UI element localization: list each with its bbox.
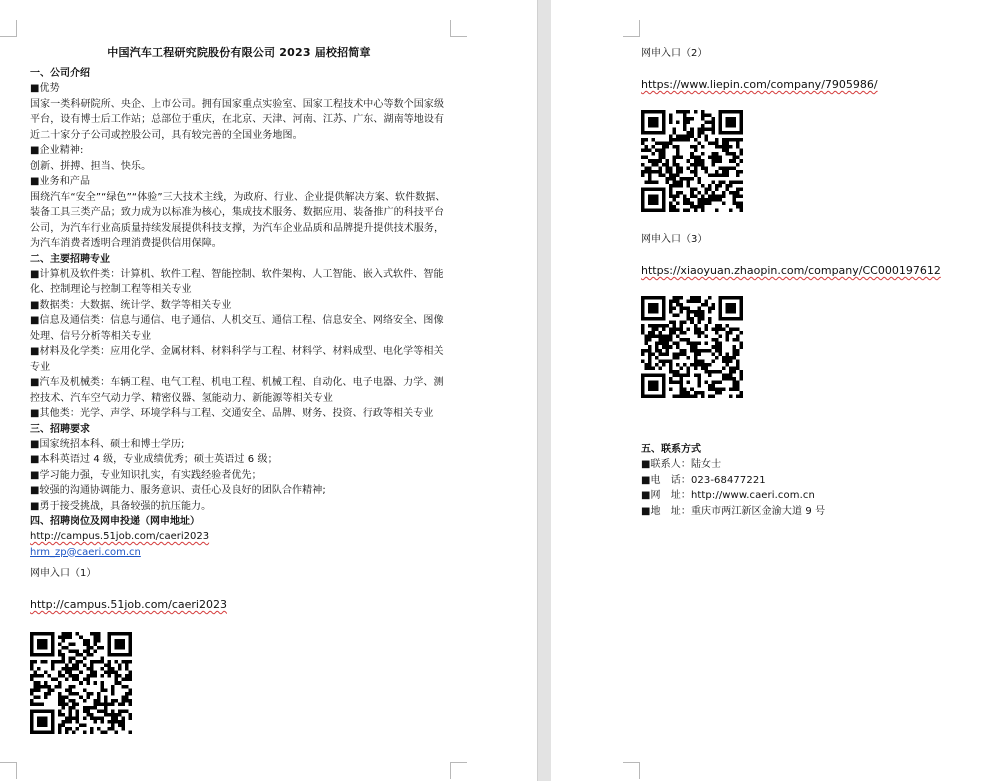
document-page-2: [551, 0, 986, 781]
major-item: ■材料及化学类：应用化学、金属材料、材料科学与工程、材料学、材料成型、电化学等相关专业: [30, 346, 444, 373]
crop-mark: [623, 20, 640, 37]
qr-code-graphic: [641, 296, 743, 398]
qr-code-icon: [641, 296, 743, 398]
major-item: ■计算机及软件类：计算机、软件工程、智能控制、软件架构、人工智能、嵌入式软件、智能化、控制理论与控制工程等相关专业: [30, 268, 444, 295]
advantage-label: ■优势: [30, 83, 60, 94]
page-2-body: [641, 46, 961, 519]
entry-2-url-text[interactable]: https://www.liepin.com/company/7905986/: [641, 78, 878, 91]
qr-code-graphic: [641, 110, 743, 212]
major-item: ■数据类：大数据、统计学、数学等相关专业: [30, 299, 232, 311]
page-gutter: [537, 0, 551, 781]
section-heading-intro: 一、公司介绍: [30, 68, 90, 79]
crop-mark: [450, 20, 467, 37]
contact-person: ■联系人：陆女士: [641, 459, 722, 470]
spirit-text: 创新、拼搏、担当、快乐。: [30, 160, 152, 172]
requirement-item: ■勇于接受挑战，具备较强的抗压能力。: [30, 500, 212, 512]
email-link[interactable]: hrm_zp@caeri.com.cn: [30, 546, 141, 558]
contact-website[interactable]: ■网 址：http://www.caeri.com.cn: [641, 490, 815, 501]
major-item: ■汽车及机械类：车辆工程、电气工程、机电工程、机械工程、自动化、电子电器、力学、测控技术、汽车空气动力学、精密仪器、氢能动力、新能源等相关专业: [30, 377, 444, 404]
section-heading-requirements: 三、招聘要求: [30, 423, 90, 435]
advantage-text: 国家一类科研院所、央企、上市公司。拥有国家重点实验室、国家工程技术中心等数个国家级平台，设有博士后工作站；总部位于重庆，在北京、天津、河南、江苏、广东、湖南等地设有近二十家分子公司或控股公司，具有较完善的全国业务地图。: [30, 98, 445, 141]
entry-1-url-text[interactable]: http://campus.51job.com/caeri2023: [30, 598, 227, 611]
campus-link[interactable]: [30, 529, 448, 545]
section-heading-majors: 二、主要招聘专业: [30, 253, 110, 265]
business-text: 围绕汽车“安全”“绿色”“体验”三大技术主线，为政府、行业、企业提供解决方案、软件数据、装备工具三类产品；致力成为以标准为核心，集成技术服务、数据应用、装备推广的科技平台公司，为汽车行业高质量持续发展提供科技支撑，为汽车企业品质和品牌提升提供技术服务，为汽车消费者透明合理消费提供信用保障。: [30, 191, 446, 249]
entry-3-url-text[interactable]: https://xiaoyuan.zhaopin.com/company/CC000197612: [641, 264, 941, 277]
contact-phone: ■电 话：023-68477221: [641, 474, 766, 486]
page-1-body: [30, 44, 448, 734]
spirit-label: ■企业精神:: [30, 145, 84, 156]
crop-mark: [450, 762, 467, 779]
crop-mark: [0, 20, 17, 37]
requirement-item: ■国家统招本科、硕士和博士学历;: [30, 438, 185, 450]
contact-address: ■地 址：重庆市两江新区金渝大道 9 号: [641, 505, 826, 517]
entry-3-label: 网申入口（3）: [641, 234, 708, 245]
entry-2-label: 网申入口（2）: [641, 48, 708, 59]
business-label: ■业务和产品: [30, 176, 91, 187]
section-heading-contact: 五、联系方式: [641, 444, 701, 455]
entry-3-url[interactable]: [641, 263, 961, 278]
entry-1-url[interactable]: [30, 597, 448, 612]
qr-code-icon: [641, 110, 743, 212]
major-item: ■其他类：光学、声学、环境学科与工程、交通安全、品牌、财务、投资、行政等相关专业: [30, 408, 434, 419]
section-heading-apply: 四、招聘岗位及网申投递（网申地址）: [30, 516, 200, 527]
contact-block: [641, 442, 961, 519]
major-item: ■信息及通信类：信息与通信、电子通信、人机交互、通信工程、信息安全、网络安全、图像处理、信号分析等相关专业: [30, 315, 444, 342]
requirement-item: ■学习能力强，专业知识扎实，有实践经验者优先；: [30, 469, 262, 481]
entry-2-url[interactable]: [641, 77, 961, 92]
crop-mark: [623, 762, 640, 779]
entry-1-label: 网申入口（1）: [30, 568, 97, 579]
campus-link-text[interactable]: http://campus.51job.com/caeri2023: [30, 531, 210, 542]
requirement-item: ■本科英语过 4 级，专业成绩优秀；硕士英语过 6 级；: [30, 454, 278, 465]
document-title: 中国汽车工程研究院股份有限公司 2023 届校招简章: [107, 46, 371, 59]
qr-code-graphic: [30, 632, 132, 734]
qr-code-icon: [30, 632, 132, 734]
crop-mark: [0, 762, 17, 779]
requirement-item: ■较强的沟通协调能力、服务意识、责任心及良好的团队合作精神;: [30, 485, 326, 496]
